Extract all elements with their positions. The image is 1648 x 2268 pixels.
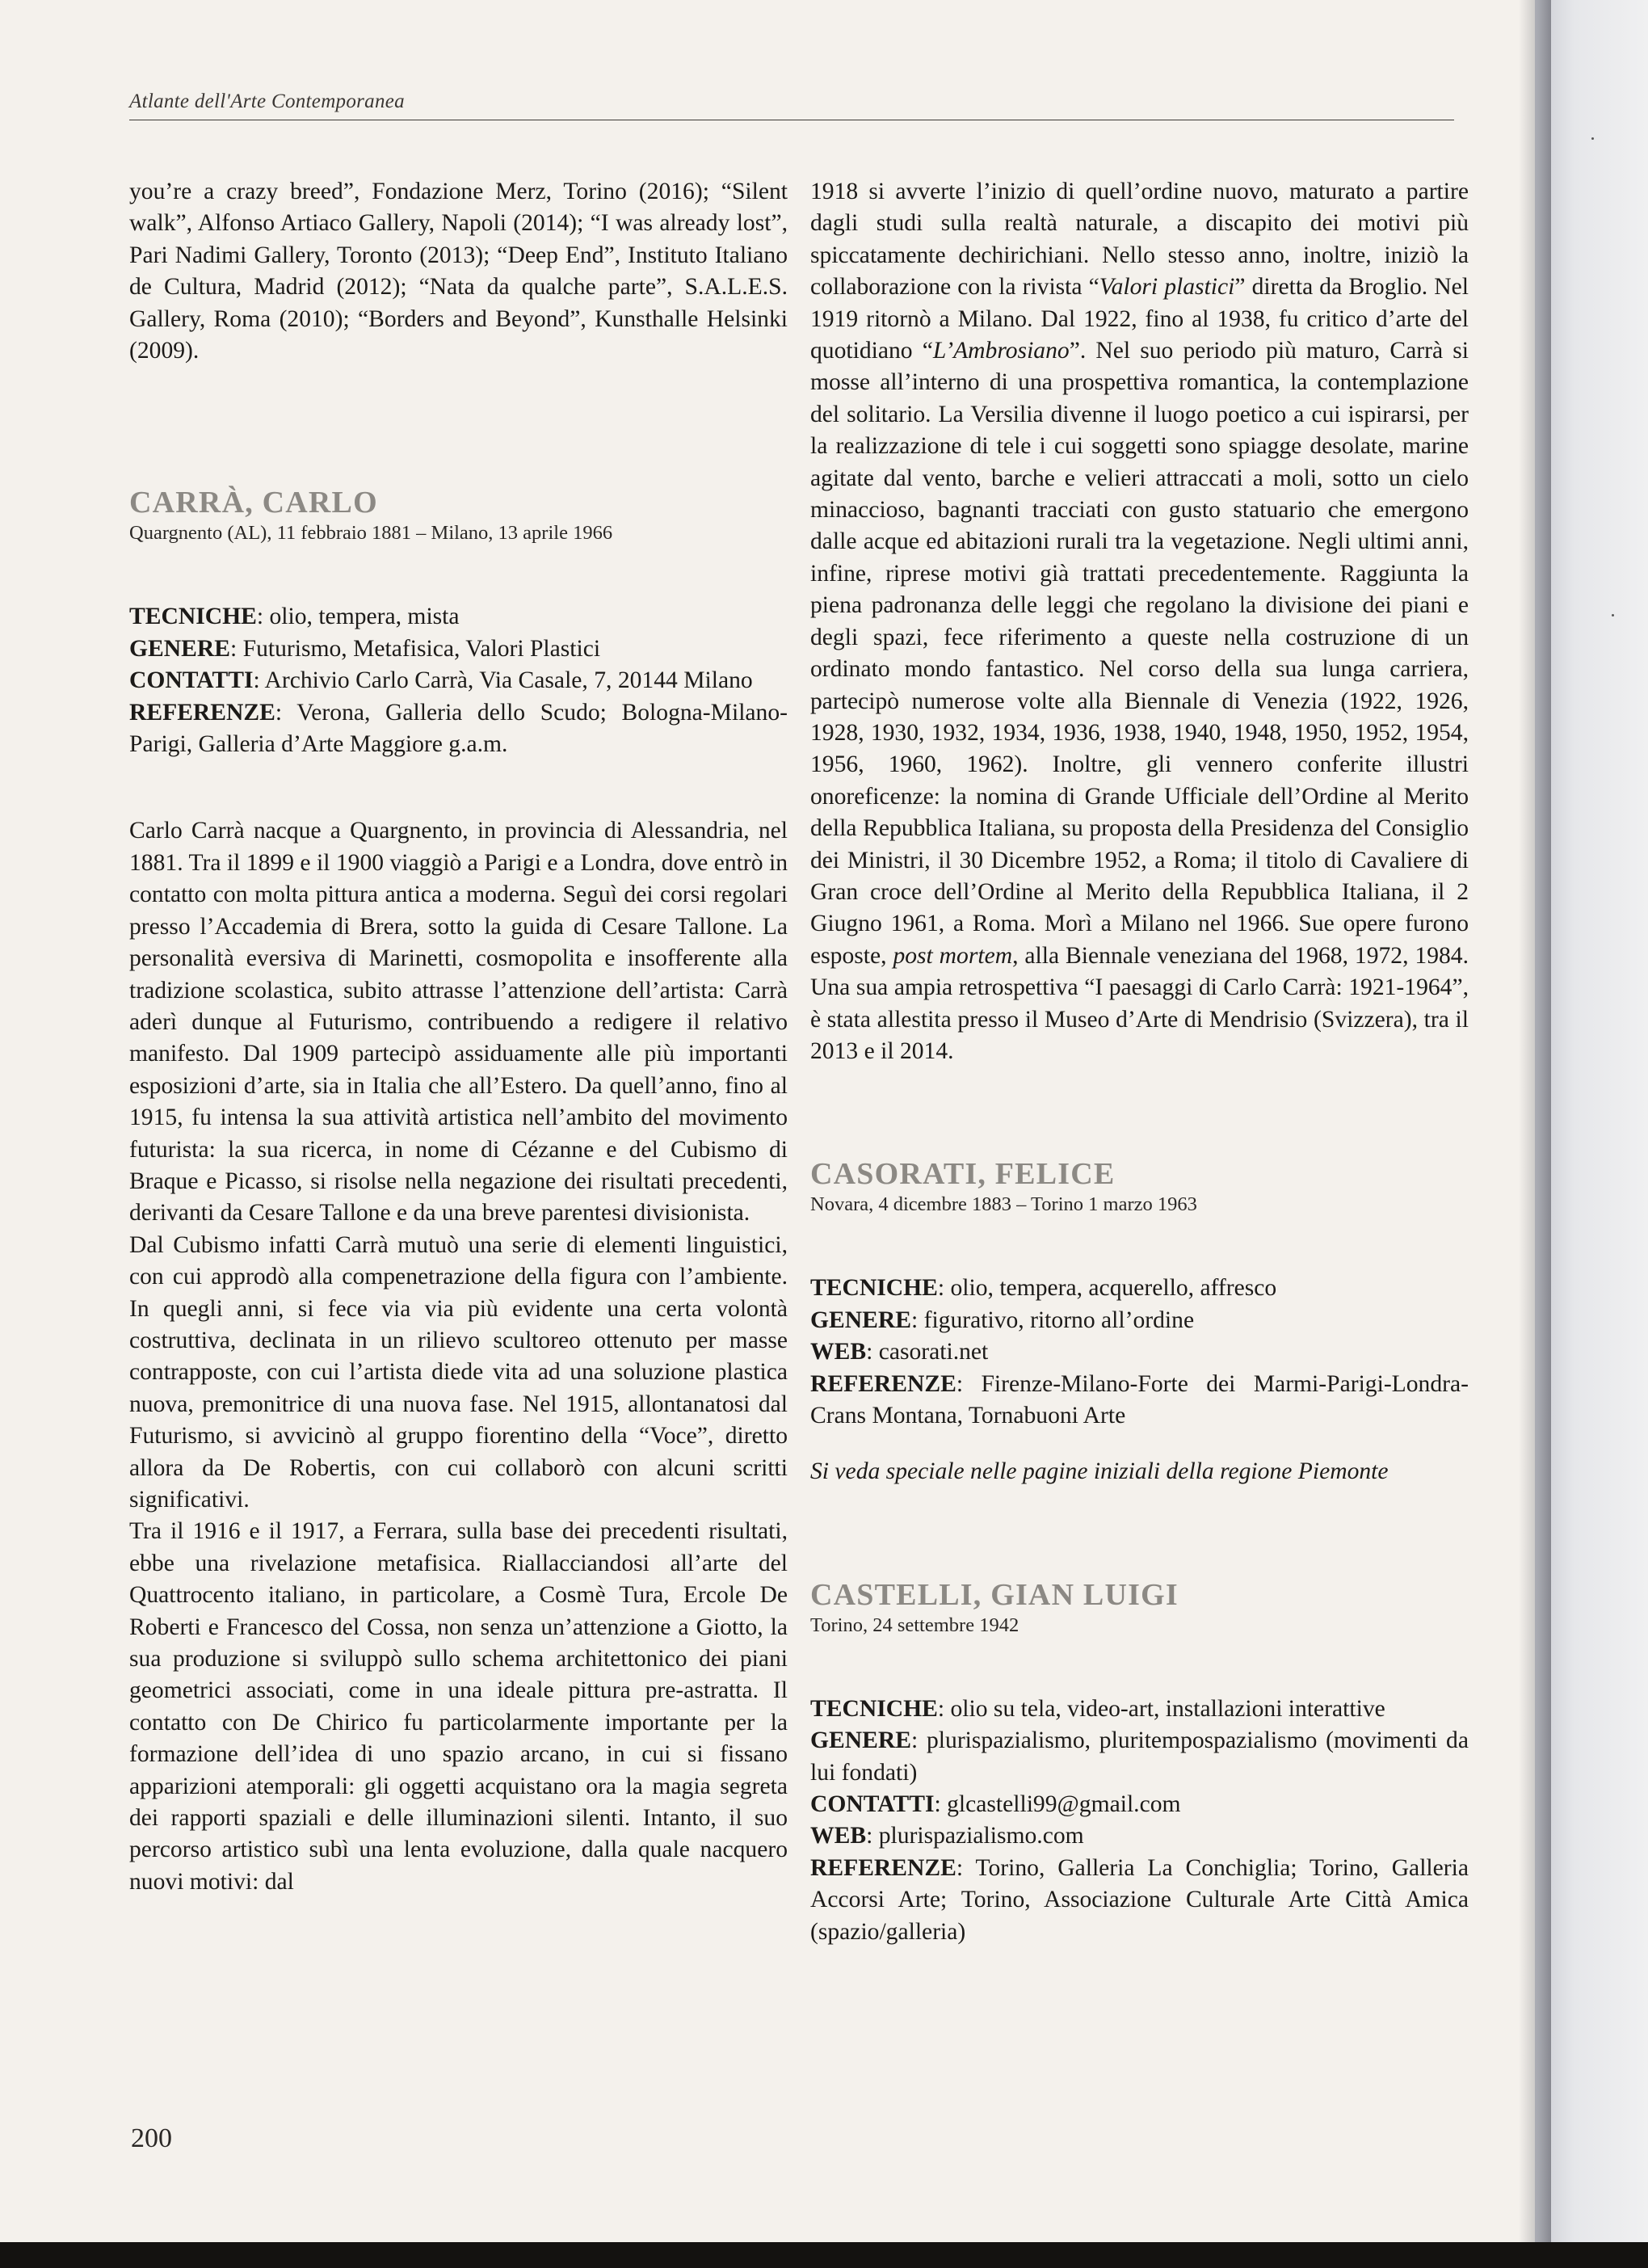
field-label: TECNICHE [810,1275,938,1302]
field-value: : glcastelli99@gmail.com [934,1791,1181,1818]
scan-speck [1612,614,1614,616]
field-value: : Futurismo, Metafisica, Valori Plastici [229,635,601,662]
field-web [810,1336,1469,1368]
field-value: : olio, tempera, acquerello, affresco [937,1275,1277,1302]
entry-name-casorati: CASORATI, FELICE [810,1157,1116,1192]
field-value: : figurativo, ritorno all’ordine [910,1307,1195,1333]
field-label: REFERENZE [810,1370,956,1397]
entry-name-castelli: CASTELLI, GIAN LUIGI [810,1577,1179,1612]
right-column [810,176,1469,1948]
field-tecniche [129,601,788,633]
see-also-note: Si veda speciale nelle pagine iniziali della regione Piemonte [810,1458,1389,1485]
field-value: : plurispazialismo, pluritempospazialismo (movimenti da lui fondati) [810,1727,1469,1786]
biography-paragraph: Carlo Carrà nacque a Quargnento, in provincia di Alessandria, nel 1881. Tra il 1899 e il 1900 viaggiò a Parigi e a Londra, dove entrò in contatto con molta pittura antica a moderna. Seguì dei corsi regolari presso l’Accademia di Brera, sotto la guida di Cesare Tallone. La personalità eversiva di Marinetti, cosmopolita e insofferente alla tradizione scolastica, subito attrasse l’attenzione dell’artista: Carrà aderì dunque al Futurismo, contribuendo a redigere il relativo manifesto. Dal 1909 partecipò assiduamente alle più importanti esposizioni d’arte, sia in Italia che all’Estero. Da quell’anno, fino al 1915, fu intensa la sua attività artistica nell’ambito del movimento futurista: la sua ricerca, in nome di Cézanne e del Cubismo di Braque e Picasso, si risolse nella negazione dei risultati precedenti, derivanti da Cesare Tallone e da una breve parentesi divisionista. [129,818,788,1227]
field-genere [810,1305,1469,1336]
field-tecniche [810,1273,1469,1304]
field-value: : Archivio Carlo Carrà, Via Casale, 7, 20144 Milano [253,667,753,694]
left-column [129,176,788,1898]
field-label: CONTATTI [129,667,254,694]
running-head: Atlante dell'Arte Contemporanea [129,90,405,112]
field-tecniche [810,1694,1469,1725]
newspaper-title: L’Ambrosiano [932,338,1070,364]
biography-continuation-carra: 1918 si avverte l’inizio di quell’ordine nuovo, maturato a partire dagli studi sulla realtà naturale, a discapito dei motivi più spiccatamente dechirichiani. Nello stesso anno, inoltre, iniziò la collaborazione con la rivista “Valori plastici” diretta da Broglio. Nel 1919 ritornò a Milano. Dal 1922, fino al 1938, fu critico d’arte del quotidiano “L’Ambrosiano”. Nel suo periodo più maturo, Carrà si mosse all’interno di una prospettiva romantica, la contemplazione del solitario. La Versilia divenne il luogo poetico a cui ispirarsi, per la realizzazione di tele i cui soggetti sono spiagge desolate, marine agitate dal vento, barche e velieri attraccati a moli, sotto un cielo minaccioso, bagnanti tracciati con gusto statuario che emergono dalle acque ed abitazioni rurali tra la vegetazione. Negli ultimi anni, infine, riprese motivi già trattati precedentemente. Raggiunta la piena padronanza delle leggi che regolano la divisione dei piani e degli spazi, fece riferimento a queste nella costruzione di un ordinato mondo fantastico. Nel corso della sua lunga carriera, partecipò numerose volte alla Biennale di Venezia (1922, 1926, 1928, 1930, 1932, 1934, 1936, 1938, 1940, 1948, 1950, 1952, 1954, 1956, 1960, 1962). Inoltre, gli vennero conferite illustri onoreficenze: la nomina di Grande Ufficiale dell’Ordine al Merito della Repubblica Italiana, su proposta della Presidenza del Consiglio dei Ministri, il 30 Dicembre 1952, a Roma; il titolo di Cavaliere di Gran croce dell’Ordine al Merito della Repubblica Italiana, il 2 Giugno 1961, a Roma. Morì a Milano nel 1966. Sue opere furono esposte, post mortem, alla Biennale veneziana del 1968, 1972, 1984. Una sua ampia retrospettiva “I paesaggi di Carlo Carrà: 1921-1964”, è stata allestita presso il Museo d’Arte di Mendrisio (Svizzera), tra il 2013 e il 2014. [810,179,1469,1064]
field-value: : casorati.net [866,1339,989,1365]
page-number: 200 [131,2123,172,2153]
field-value: : olio, tempera, mista [256,604,460,630]
field-referenze [810,1853,1469,1948]
entry-dates-castelli: Torino, 24 settembre 1942 [810,1614,1019,1636]
field-contatti [810,1789,1469,1820]
field-label: TECNICHE [129,604,257,630]
post-mortem-text: post mortem [893,942,1013,969]
entry-fields-carra [129,601,788,760]
field-label: GENERE [810,1727,911,1754]
magazine-title: Valori plastici [1099,274,1235,301]
field-value: : plurispazialismo.com [866,1823,1084,1849]
field-label: REFERENZE [129,699,275,726]
field-label: WEB [810,1339,867,1365]
field-contatti [129,665,788,696]
entry-fields-casorati [810,1273,1469,1432]
field-value: : Firenze-Milano-Forte dei Marmi-Parigi-Londra-Crans Montana, Tornabuoni Arte [810,1370,1469,1429]
field-referenze [810,1369,1469,1433]
field-label: TECNICHE [810,1695,938,1722]
previous-entry-continuation: you’re a crazy breed”, Fondazione Merz, Torino (2016); “Silent walk”, Alfonso Artiaco Gallery, Napoli (2014); “I was already lost”, Pari Nadimi Gallery, Toronto (2013); “Deep End”, Instituto Italiano de Cultura, Madrid (2012); “Nata da qualche parte”, S.A.L.E.S. Gallery, Roma (2010); “Borders and Beyond”, Kunsthalle Helsinki (2009). [129,179,788,364]
field-web [810,1820,1469,1852]
biography-paragraph: Dal Cubismo infatti Carrà mutuò una serie di elementi linguistici, con cui approdò alla compenetrazione della figura con l’ambiente. In quegli anni, si fece via via più evidente una certa volontà costruttiva, declinata in un rilievo scultoreo ottenuto per masse contrapposte, con cui l’artista diede vita ad una soluzione plastica nuova, premonitrice di una nuova fase. Nel 1915, allontanatosi dal Futurismo, si avvicinò al gruppo fiorentino della “Voce”, diretto allora da De Robertis, con cui collaborò con alcuni scritti significativi. [129,1231,788,1513]
biography-paragraph: Tra il 1916 e il 1917, a Ferrara, sulla base dei precedenti risultati, ebbe una rivelazione metafisica. Riallacciandosi all’arte del Quattrocento italiano, in particolare, a Cosmè Tura, Ercole De Roberti e Francesco del Cossa, non senza un’attenzione a Giotto, la sua produzione si sviluppò sullo schema architettonico dei piani geometrici associati, come in una ideale pittura pre-astratta. Il contatto con De Chirico fu particolarmente importante per la formazione dell’idea di uno spazio arcano, in cui si fissano apparizioni atemporali: gli oggetti acquistano ora la magia segreta dei rapporti spaziali e delle illuminazioni silenti. Intanto, il suo percorso artistico subì una lenta evoluzione, dalla quale nacquero nuovi motivi: dal [129,1518,788,1895]
field-value: : Verona, Galleria dello Scudo; Bologna-Milano-Parigi, Galleria d’Arte Maggiore g.a.m. [129,699,788,758]
field-label: WEB [810,1823,867,1849]
entry-dates-carra: Quargnento (AL), 11 febbraio 1881 – Milano, 13 aprile 1966 [129,522,613,545]
scan-bottom-border [0,2242,1648,2268]
field-label: CONTATTI [810,1791,935,1818]
field-genere [129,633,788,665]
adjacent-page-edge [1535,0,1648,2268]
entry-dates-casorati: Novara, 4 dicembre 1883 – Torino 1 marzo 1963 [810,1193,1197,1216]
field-label: GENERE [129,635,230,662]
scan-speck [1591,137,1594,140]
field-genere [810,1725,1469,1789]
page-fold-shadow [1519,0,1551,2268]
field-referenze [129,697,788,761]
field-value: : olio su tela, video-art, installazioni interattive [937,1695,1385,1722]
entry-name-carra: CARRÀ, CARLO [129,486,378,520]
field-label: GENERE [810,1307,911,1333]
field-label: REFERENZE [810,1854,956,1881]
entry-fields-castelli [810,1694,1469,1948]
field-value: : Torino, Galleria La Conchiglia; Torino, Galleria Accorsi Arte; Torino, Associazione Culturale Arte Città Amica (spazio/galleria) [810,1854,1469,1945]
